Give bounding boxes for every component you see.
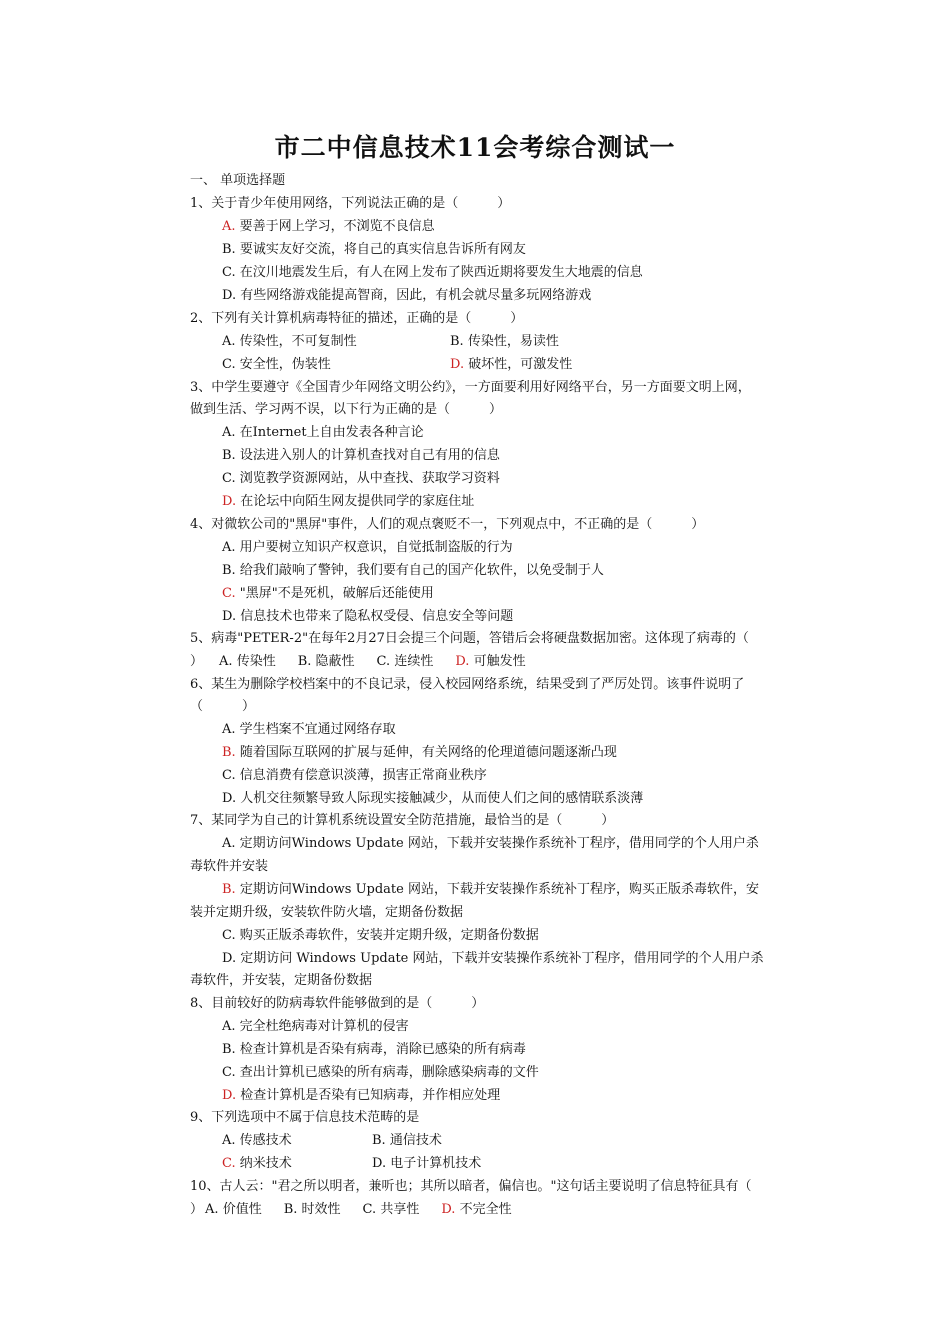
answer-letter: D. (222, 1088, 237, 1103)
answer-letter: D. (450, 357, 465, 372)
answer-letter: C. (222, 1156, 236, 1171)
q6-option-b: B. 随着国际互联网的扩展与延伸，有关网络的伦理道德问题逐渐凸现 (222, 745, 617, 760)
q8-option-a: A. 完全杜绝病毒对计算机的侵害 (222, 1019, 409, 1034)
q2-option-b: B. 传染性，易读性 (450, 334, 559, 349)
q1-option-a: A. 要善于网上学习，不浏览不良信息 (222, 219, 435, 234)
q3-option-d: D. 在论坛中向陌生网友提供同学的家庭住址 (222, 494, 475, 509)
q7-option-b-line-2: 装并定期升级，安装软件防火墙，定期备份数据 (190, 905, 464, 920)
section-heading: 一、 单项选择题 (190, 173, 286, 188)
question-4-stem: 4、对微软公司的"黑屏"事件，人们的观点褒贬不一，下列观点中，不正确的是（ ） (190, 517, 705, 532)
q4-option-d: D. 信息技术也带来了隐私权受侵、信息安全等问题 (222, 609, 514, 624)
q3-option-a: A. 在Internet上自由发表各种言论 (222, 425, 424, 440)
question-6-stem-line-2: （ ） (190, 699, 256, 714)
question-8-stem: 8、目前较好的防病毒软件能够做到的是（ ） (190, 996, 485, 1011)
q8-option-d: D. 检查计算机是否染有已知病毒，并作相应处理 (222, 1088, 501, 1103)
q6-option-a: A. 学生档案不宜通过网络存取 (222, 722, 396, 737)
page-title: 市二中信息技术11会考综合测试一 (274, 133, 676, 162)
q1-option-d: D. 有些网络游戏能提高智商，因此，有机会就尽量多玩网络游戏 (222, 288, 592, 303)
question-7-stem: 7、某同学为自己的计算机系统设置安全防范措施，最恰当的是（ ） (190, 813, 615, 828)
q9-option-d: D. 电子计算机技术 (372, 1156, 482, 1171)
q8-option-b: B. 检查计算机是否染有病毒，消除已感染的所有病毒 (222, 1042, 526, 1057)
q2-option-c: C. 安全性，伪装性 (222, 357, 331, 372)
question-6-stem-line-1: 6、某生为删除学校档案中的不良记录，侵入校园网络系统，结果受到了严厉处罚。该事件说明了 (190, 677, 745, 692)
q2-option-a: A. 传染性，不可复制性 (222, 334, 357, 349)
answer-letter: D. (455, 654, 470, 669)
question-5-options-line: ） A. 传染性 B. 隐蔽性 C. 连续性 D. 可触发性 (190, 654, 526, 669)
question-3-stem-line-2: 做到生活、学习两不误，以下行为正确的是（ ） (190, 402, 503, 417)
q7-option-b-line-1: B. 定期访问Windows Update 网站，下载并安装操作系统补丁程序，购买正版杀毒软件，安 (222, 882, 759, 897)
answer-letter: D. (441, 1202, 456, 1217)
q8-option-c: C. 查出计算机已感染的所有病毒，删除感染病毒的文件 (222, 1065, 539, 1080)
q6-option-d: D. 人机交往频繁导致人际现实接触减少，从而使人们之间的感情联系淡薄 (222, 791, 644, 806)
question-9-stem: 9、下列选项中不属于信息技术范畴的是 (190, 1110, 420, 1125)
answer-letter: B. (222, 745, 236, 760)
question-10-options-line: ） A. 价值性 B. 时效性 C. 共享性 D. 不完全性 (190, 1202, 512, 1217)
q3-option-b: B. 设法进入别人的计算机查找对自己有用的信息 (222, 448, 500, 463)
question-3-stem-line-1: 3、中学生要遵守《全国青少年网络文明公约》，一方面要利用好网络平台，另一方面要文明上网， (190, 380, 751, 395)
q9-option-a: A. 传感技术 (222, 1133, 292, 1148)
answer-letter: B. (222, 882, 236, 897)
q4-option-b: B. 给我们敲响了警钟，我们要有自己的国产化软件，以免受制于人 (222, 563, 604, 578)
answer-letter: A. (222, 219, 236, 234)
answer-letter: C. (222, 586, 236, 601)
q7-option-d-line-2: 毒软件，并安装，定期备份数据 (190, 973, 373, 988)
question-10-stem: 10、古人云："君之所以明者，兼听也；其所以暗者，偏信也。"这句话主要说明了信息特征具有（ (190, 1179, 752, 1194)
q7-option-a-line-2: 毒软件并安装 (190, 859, 269, 874)
q3-option-c: C. 浏览教学资源网站，从中查找、获取学习资料 (222, 471, 500, 486)
q6-option-c: C. 信息消费有偿意识淡薄，损害正常商业秩序 (222, 768, 487, 783)
q2-option-d: D. 破坏性，可激发性 (450, 357, 573, 372)
q7-option-a-line-1: A. 定期访问Windows Update 网站，下载并安装操作系统补丁程序，借用同学的个人用户杀 (222, 836, 759, 851)
answer-letter: D. (222, 494, 237, 509)
q4-option-c: C. "黑屏"不是死机，破解后还能使用 (222, 586, 434, 601)
question-5-stem: 5、病毒"PETER-2"在每年2月27日会提三个问题，答错后会将硬盘数据加密。这体现了病毒的（ (190, 631, 749, 646)
q4-option-a: A. 用户要树立知识产权意识，自觉抵制盗版的行为 (222, 540, 513, 555)
q1-option-b: B. 要诚实友好交流，将自己的真实信息告诉所有网友 (222, 242, 526, 257)
question-1-stem: 1、关于青少年使用网络，下列说法正确的是（ ） (190, 196, 511, 211)
q9-option-c: C. 纳米技术 (222, 1156, 292, 1171)
q9-option-b: B. 通信技术 (372, 1133, 442, 1148)
question-2-stem: 2、下列有关计算机病毒特征的描述，正确的是（ ） (190, 311, 524, 326)
q1-option-c: C. 在汶川地震发生后，有人在网上发布了陕西近期将要发生大地震的信息 (222, 265, 643, 280)
q7-option-c: C. 购买正版杀毒软件，安装并定期升级，定期备份数据 (222, 928, 539, 943)
q7-option-d-line-1: D. 定期访问 Windows Update 网站，下载并安装操作系统补丁程序，借用同学的个人用户杀 (222, 951, 764, 966)
